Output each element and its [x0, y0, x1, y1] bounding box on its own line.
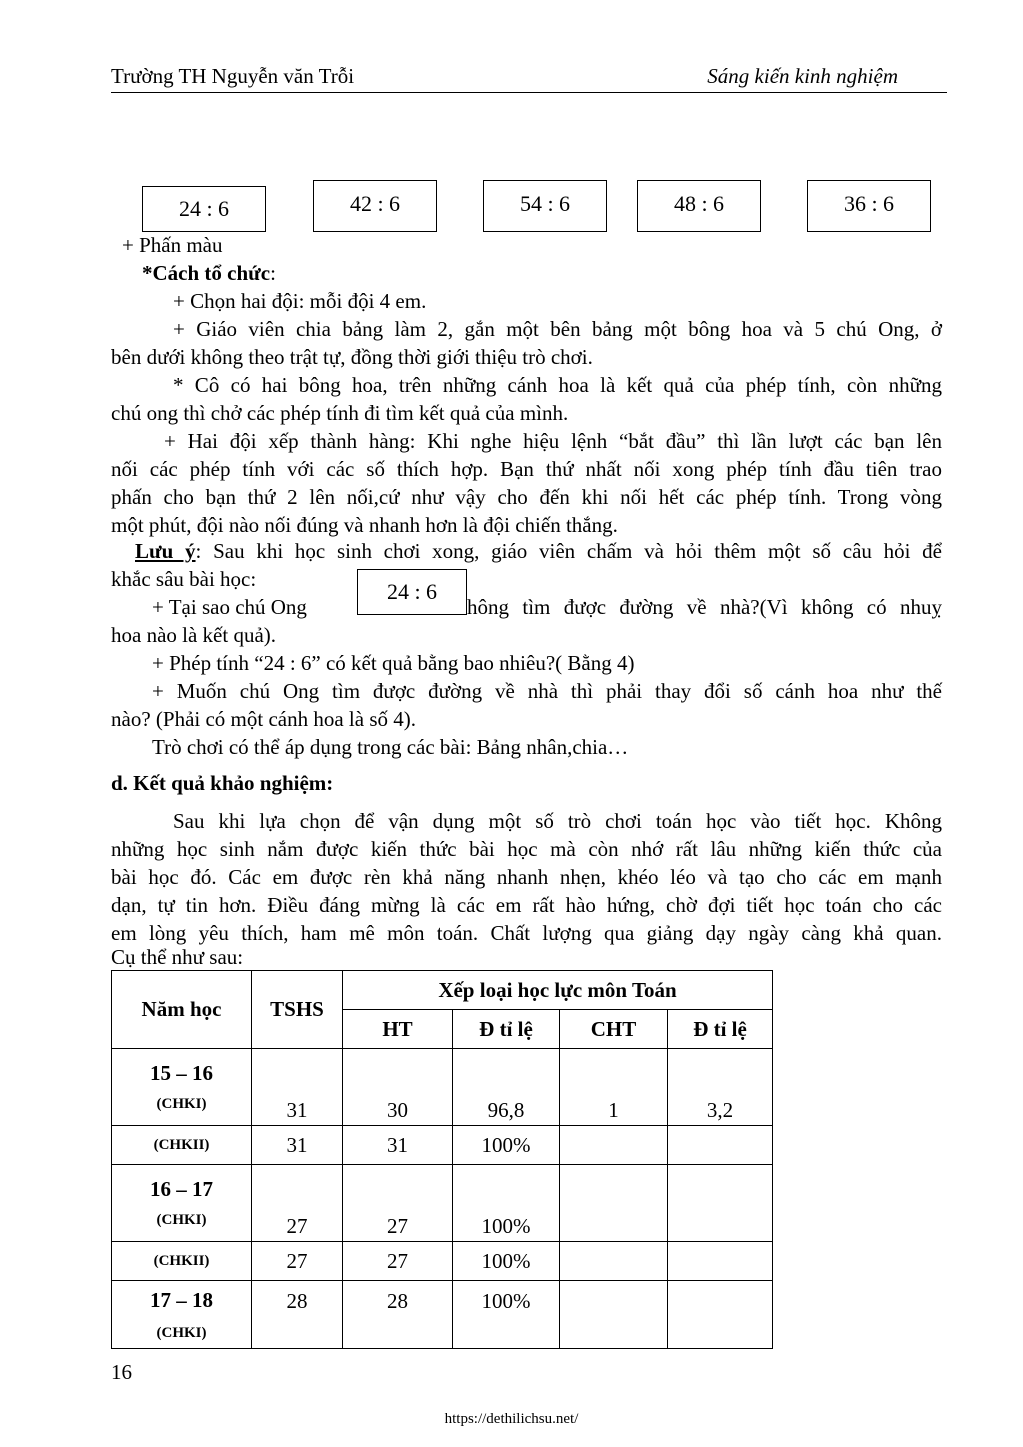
- header-cht-rate: Đ tỉ lệ: [668, 1010, 773, 1049]
- cell-cht: [560, 1165, 668, 1242]
- cell-ht-rate: 100%: [453, 1165, 560, 1242]
- footer-url[interactable]: https://dethilichsu.net/: [444, 1411, 579, 1427]
- paragraph-line: + Giáo viên chia bảng làm 2, gắn một bên bảng một bông hoa và 5 chú Ong, ở: [173, 317, 942, 341]
- header-ht: HT: [343, 1010, 453, 1049]
- expression-card-3: 54 : 6: [483, 180, 607, 232]
- paragraph-line: em lòng yêu thích, ham mê môn toán. Chất lượng qua giảng dạy ngày càng khả quan.: [111, 921, 942, 945]
- section-heading: d. Kết quả khảo nghiệm:: [111, 771, 334, 795]
- paragraph-line: bên dưới không theo trật tự, đồng thời giới thiệu trò chơi.: [111, 345, 593, 369]
- paragraph-line: + Muốn chú Ong tìm được đường về nhà thì phải thay đổi số cánh hoa như thế: [152, 679, 942, 703]
- paragraph-line: nào? (Phải có một cánh hoa là số 4).: [111, 707, 416, 731]
- header-ht-rate: Đ tỉ lệ: [453, 1010, 560, 1049]
- cell-cht-rate: [668, 1126, 773, 1165]
- cell-ht: 31: [343, 1126, 453, 1165]
- cell-ht: 27: [343, 1165, 453, 1242]
- expression-card-4: 48 : 6: [637, 180, 761, 232]
- cell-cht-rate: [668, 1281, 773, 1349]
- cell-cht: [560, 1281, 668, 1349]
- header-school: Trường TH Nguyễn văn Trỗi: [111, 64, 355, 88]
- cell-ht: 30: [343, 1049, 453, 1126]
- table-row: [112, 1242, 773, 1281]
- cell-ht: 28: [343, 1281, 453, 1349]
- note-line: Lưu ý: Sau khi học sinh chơi xong, giáo viên chấm và hỏi thêm một số câu hỏi để: [135, 539, 943, 563]
- paragraph-line: phấn cho bạn thứ 2 lên nối,cứ như vậy cho đến khi nối hết các phép tính. Trong vòng: [111, 485, 942, 509]
- cell-ht-rate: 100%: [453, 1242, 560, 1281]
- table-row: [112, 1126, 773, 1165]
- cell-year: (CHKII): [112, 1242, 252, 1281]
- results-table: [111, 970, 773, 1349]
- cell-year: 15 – 16 (CHKI): [112, 1049, 252, 1126]
- cell-ht-rate: 100%: [453, 1126, 560, 1165]
- header-divider: [111, 92, 947, 93]
- cell-cht-rate: [668, 1165, 773, 1242]
- cell-tshs: 28: [252, 1281, 343, 1349]
- header-title: Sáng kiến kinh nghiệm: [707, 64, 898, 88]
- cell-cht: [560, 1126, 668, 1165]
- paragraph-line: bài học đó. Các em được rèn khả năng nhanh nhẹn, khéo léo và tạo cho các em mạnh: [111, 865, 942, 889]
- cell-tshs: 27: [252, 1165, 343, 1242]
- table-row: [112, 1049, 773, 1126]
- paragraph-line: những học sinh nắm được kiến thức bài học mà còn nhớ rất lâu những kiến thức của: [111, 837, 942, 861]
- cell-cht: [560, 1242, 668, 1281]
- cell-cht: 1: [560, 1049, 668, 1126]
- cell-year: 17 – 18 (CHKI): [112, 1281, 252, 1349]
- paragraph-line: * Cô có hai bông hoa, trên những cánh hoa là kết quả của phép tính, còn những: [173, 373, 942, 397]
- inline-expression-card: 24 : 6: [357, 569, 467, 615]
- header-cht: CHT: [560, 1010, 668, 1049]
- paragraph-line: + Tại sao chú Ong: [152, 595, 307, 619]
- organization-heading: *Cách tổ chức:: [142, 261, 276, 285]
- header-group: Xếp loại học lực môn Toán: [343, 971, 773, 1010]
- cell-year: (CHKII): [112, 1126, 252, 1165]
- paragraph-line: Sau khi lựa chọn để vận dụng một số trò chơi toán học vào tiết học. Không: [173, 809, 942, 833]
- materials-line: + Phấn màu: [122, 233, 223, 257]
- paragraph-line: một phút, đội nào nối đúng và nhanh hơn là đội chiến thắng.: [111, 513, 618, 537]
- cell-tshs: 31: [252, 1126, 343, 1165]
- paragraph-line: dạn, tự tin hơn. Điều đáng mừng là các em rất hào hứng, chờ đợi tiết học toán cho các: [111, 893, 942, 917]
- paragraph-line: + Chọn hai đội: mỗi đội 4 em.: [173, 289, 427, 313]
- cell-tshs: 31: [252, 1049, 343, 1126]
- cell-tshs: 27: [252, 1242, 343, 1281]
- table-row: [112, 1281, 773, 1349]
- cell-ht: 27: [343, 1242, 453, 1281]
- table-row: [112, 1165, 773, 1242]
- header-year: Năm học: [112, 971, 252, 1049]
- paragraph-line: chú ong thì chở các phép tính đi tìm kết quả của mình.: [111, 401, 569, 425]
- paragraph-line: hoa nào là kết quả).: [111, 623, 277, 647]
- cell-year: 16 – 17 (CHKI): [112, 1165, 252, 1242]
- page-number: 16: [111, 1360, 132, 1384]
- paragraph-line: + Hai đội xếp thành hàng: Khi nghe hiệu lệnh “bắt đầu” thì lần lượt các bạn lên: [164, 429, 942, 453]
- paragraph-line: hông tìm được đường về nhà?(Vì không có nhuỵ: [467, 595, 942, 619]
- paragraph-line: khắc sâu bài học:: [111, 567, 257, 591]
- paragraph-line: + Phép tính “24 : 6” có kết quả bằng bao nhiêu?( Bằng 4): [152, 651, 635, 675]
- paragraph-line: Trò chơi có thể áp dụng trong các bài: Bảng nhân,chia…: [152, 735, 629, 759]
- cell-ht-rate: 100%: [453, 1281, 560, 1349]
- paragraph-line: Cụ thể như sau:: [111, 945, 244, 969]
- expression-card-1: 24 : 6: [142, 186, 266, 232]
- header-tshs: TSHS: [252, 971, 343, 1049]
- expression-card-2: 42 : 6: [313, 180, 437, 232]
- paragraph-line: nối các phép tính với các số thích hợp. Bạn thứ nhất nối xong phép tính đầu tiên trao: [111, 457, 942, 481]
- cell-cht-rate: [668, 1242, 773, 1281]
- cell-cht-rate: 3,2: [668, 1049, 773, 1126]
- expression-card-5: 36 : 6: [807, 180, 931, 232]
- cell-ht-rate: 96,8: [453, 1049, 560, 1126]
